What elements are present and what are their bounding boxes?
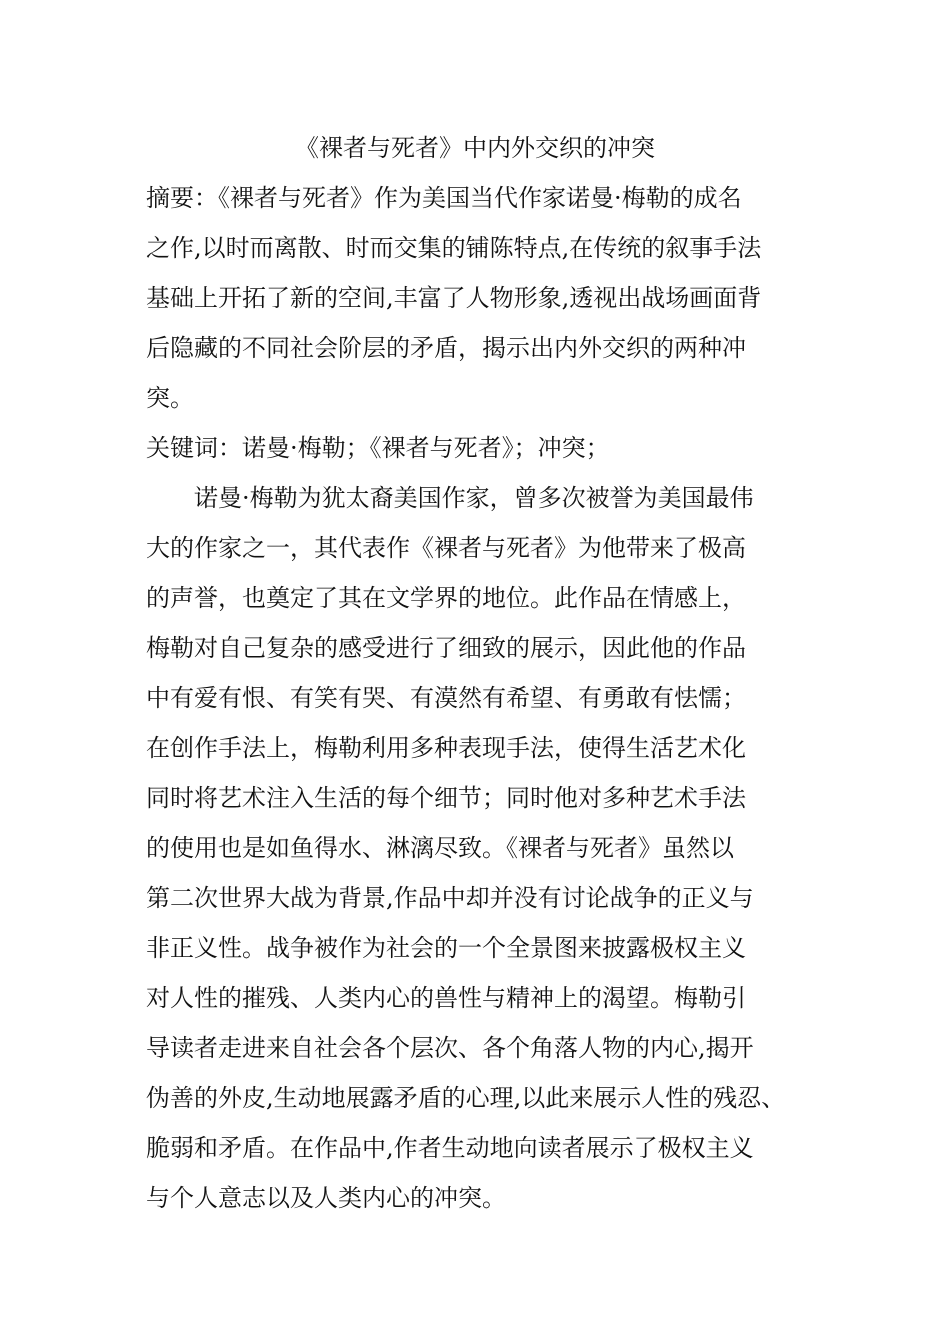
abstract-line: 摘要：《裸者与死者》作为美国当代作家诺曼·梅勒的成名 [146, 184, 742, 212]
abstract-line: 突。 [146, 384, 194, 412]
body-line: 对人性的摧残、人类内心的兽性与精神上的渴望。梅勒引 [146, 984, 746, 1012]
abstract-line: 之作,以时而离散、时而交集的铺陈特点,在传统的叙事手法 [146, 234, 762, 262]
body-line: 同时将艺术注入生活的每个细节；同时他对多种艺术手法 [146, 784, 746, 812]
body-line: 脆弱和矛盾。在作品中,作者生动地向读者展示了极权主义 [146, 1134, 754, 1162]
abstract-line: 基础上开拓了新的空间,丰富了人物形象,透视出战场画面背 [146, 284, 762, 312]
body-line: 与个人意志以及人类内心的冲突。 [146, 1184, 506, 1212]
body-line: 的使用也是如鱼得水、淋漓尽致。《裸者与死者》虽然以 [146, 834, 734, 862]
body-line: 中有爱有恨、有笑有哭、有漠然有希望、有勇敢有怯懦； [146, 684, 746, 712]
body-line: 在创作手法上，梅勒利用多种表现手法，使得生活艺术化 [146, 734, 746, 762]
body-line: 梅勒对自己复杂的感受进行了细致的展示，因此他的作品 [146, 634, 746, 662]
body-line: 诺曼·梅勒为犹太裔美国作家，曾多次被誉为美国最伟 [146, 484, 754, 512]
document-title: 《裸者与死者》中内外交织的冲突 [295, 134, 655, 162]
body-line: 非正义性。战争被作为社会的一个全景图来披露极权主义 [146, 934, 746, 962]
body-line: 导读者走进来自社会各个层次、各个角落人物的内心,揭开 [146, 1034, 754, 1062]
keywords-line: 关键词：诺曼·梅勒；《裸者与死者》；冲突； [146, 434, 610, 462]
body-line: 第二次世界大战为背景,作品中却并没有讨论战争的正义与 [146, 884, 754, 912]
body-line: 大的作家之一，其代表作《裸者与死者》为他带来了极高 [146, 534, 746, 562]
abstract-line: 后隐藏的不同社会阶层的矛盾，揭示出内外交织的两种冲 [146, 334, 746, 362]
body-line: 的声誉，也奠定了其在文学界的地位。此作品在情感上， [146, 584, 746, 612]
body-line: 伪善的外皮,生动地展露矛盾的心理,以此来展示人性的残忍、 [146, 1084, 786, 1112]
